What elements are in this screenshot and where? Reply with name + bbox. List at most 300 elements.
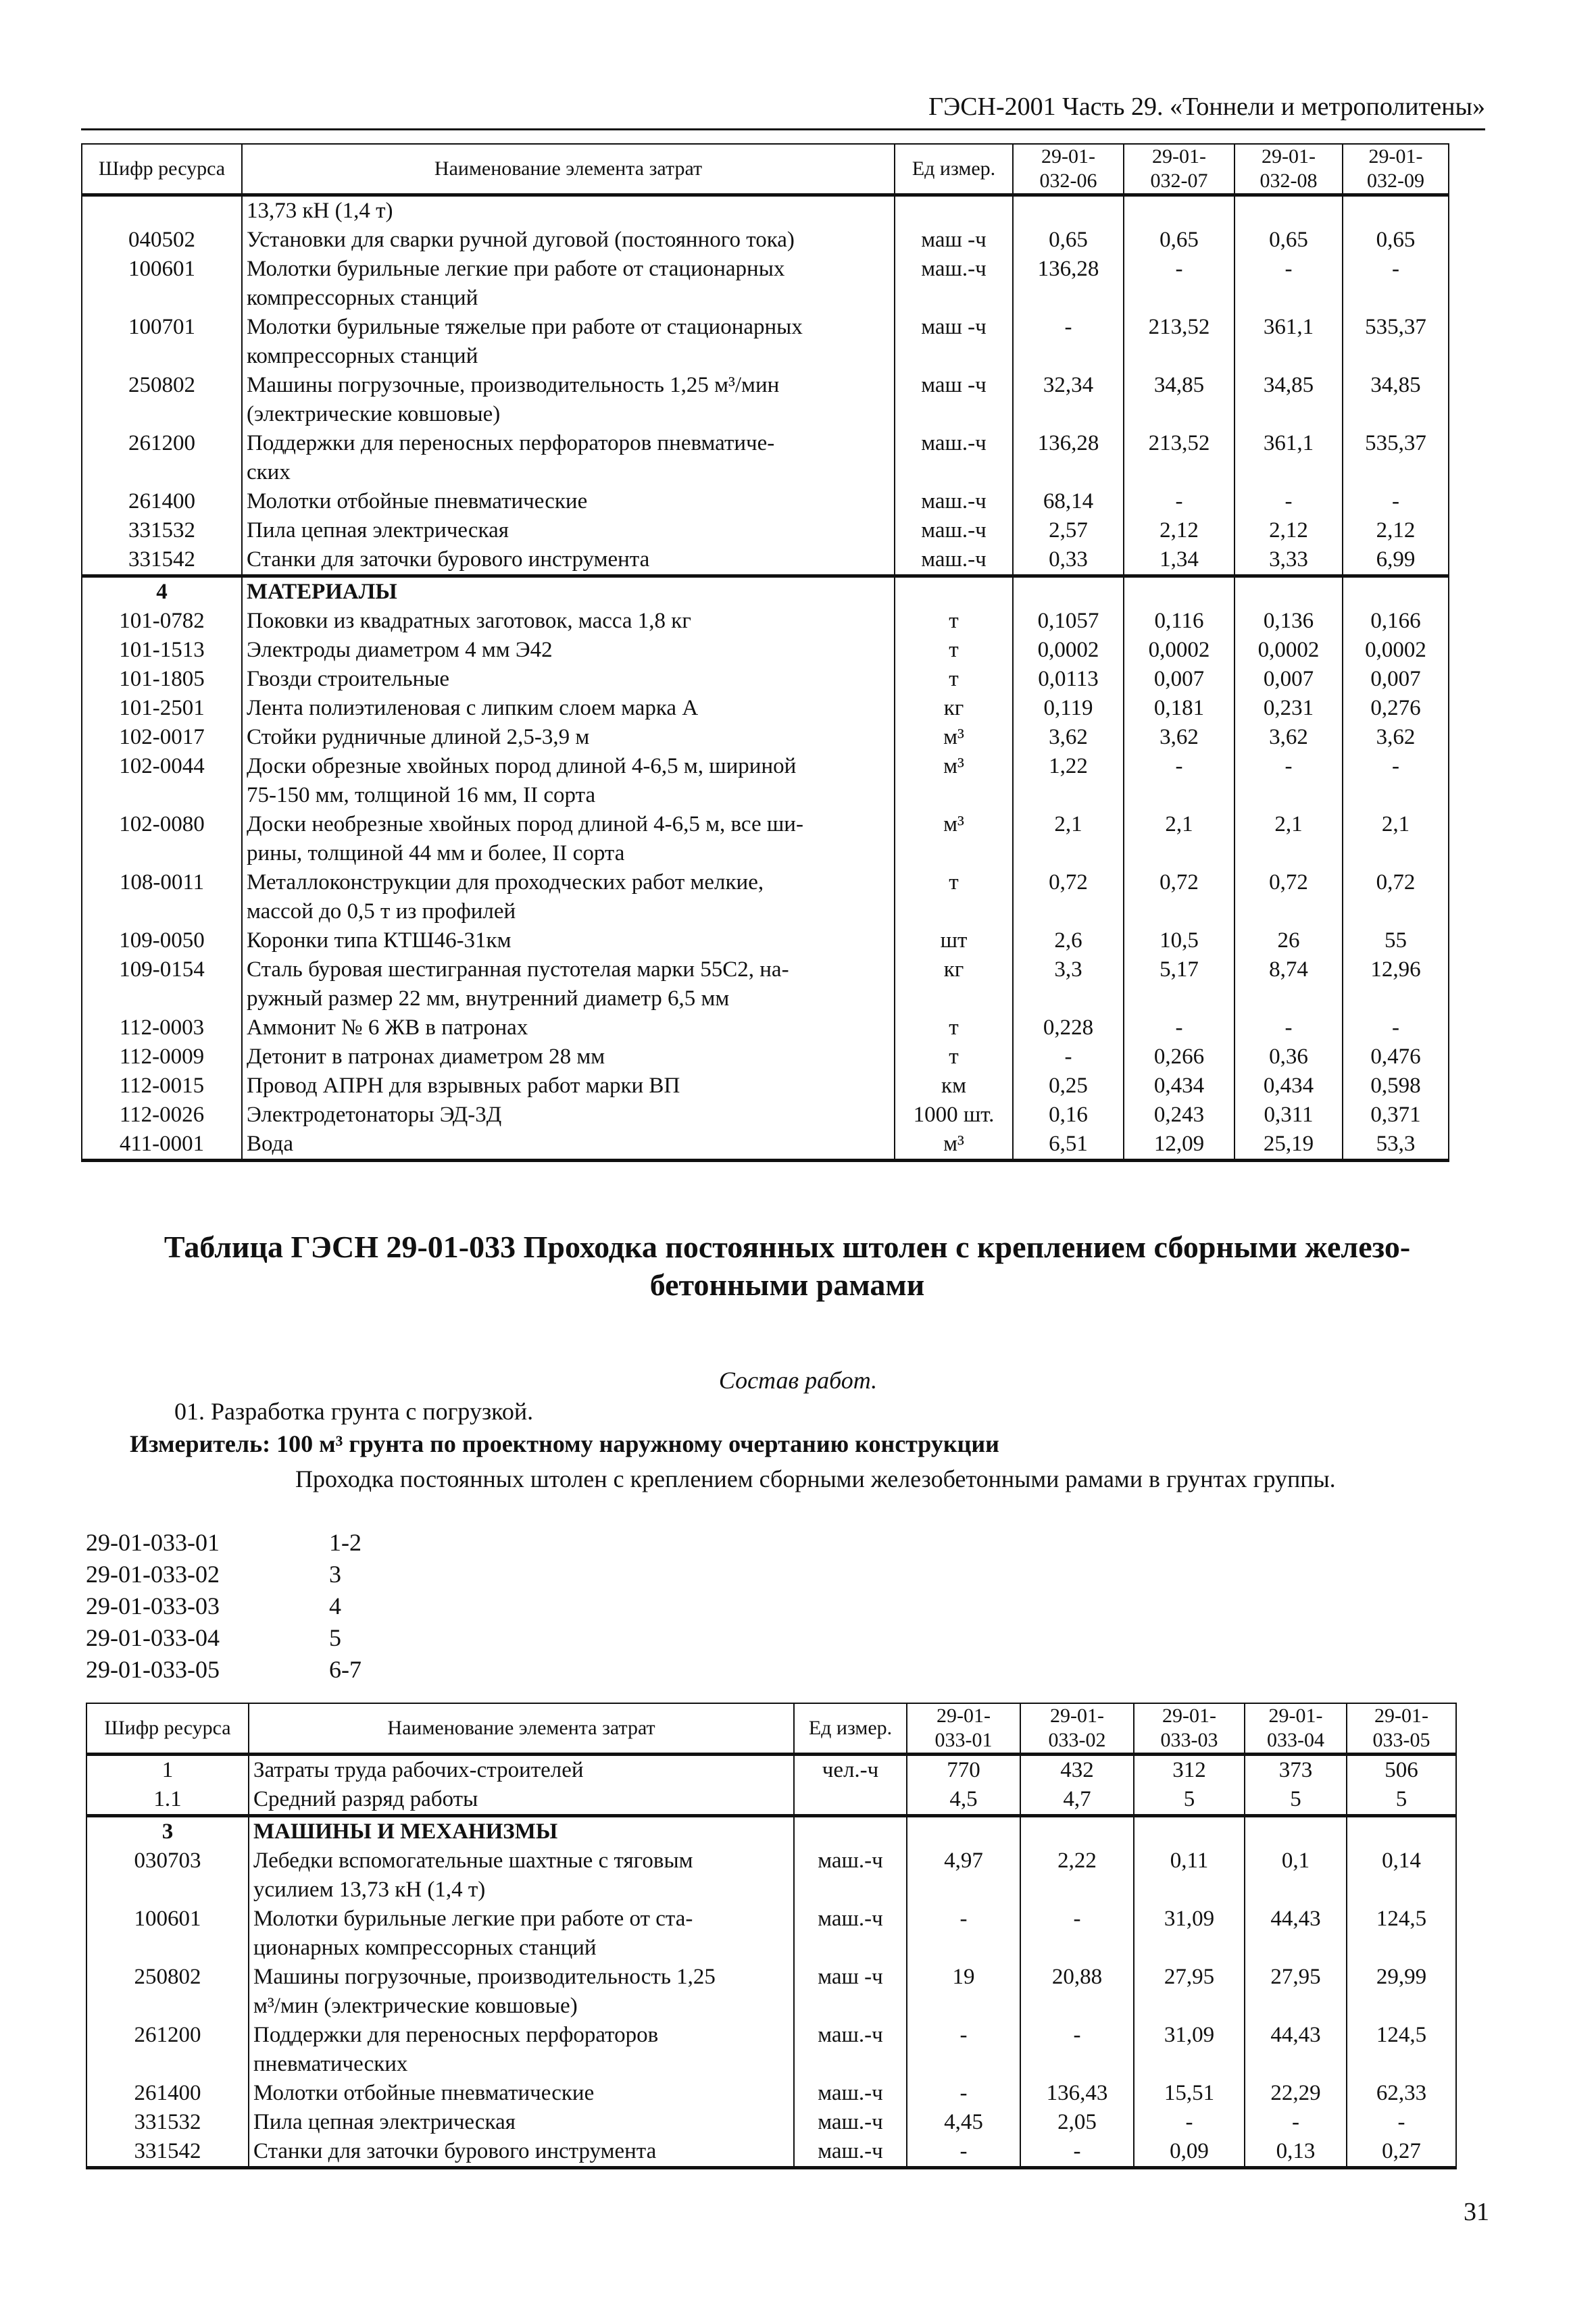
unit: маш.-ч — [895, 429, 1013, 487]
column-header: 29-01- 033-01 — [907, 1703, 1020, 1755]
resource-code: 1.1 — [86, 1785, 249, 1816]
norm-value: 5 — [1347, 1785, 1456, 1816]
norm-value: 10,5 — [1124, 926, 1235, 955]
norm-value: 3,33 — [1235, 545, 1343, 576]
norm-value: - — [907, 1905, 1020, 1963]
cost-element-name: МАШИНЫ И МЕХАНИЗМЫ — [249, 1816, 794, 1847]
norm-value — [1013, 195, 1124, 226]
norm-value: 2,57 — [1013, 516, 1124, 545]
resource-code: 261400 — [86, 2079, 249, 2108]
variant-code: 29-01-033-03 — [86, 1592, 220, 1619]
norm-value: 0,0002 — [1013, 636, 1124, 665]
unit: маш.-ч — [794, 2021, 907, 2079]
norm-value: 4,5 — [907, 1785, 1020, 1816]
resource-code: 101-1805 — [82, 665, 242, 694]
norm-value: 0,1057 — [1013, 607, 1124, 636]
resource-code: 102-0080 — [82, 810, 242, 868]
norm-value: 4,7 — [1020, 1785, 1134, 1816]
column-header: 29-01- 032-07 — [1124, 144, 1235, 195]
norm-value: 0,72 — [1235, 868, 1343, 926]
table-row — [86, 2079, 1456, 2108]
cost-element-name: Провод АПРН для взрывных работ марки ВП — [242, 1072, 895, 1101]
resource-code: 102-0017 — [82, 723, 242, 752]
norm-value — [1235, 576, 1343, 607]
norm-value: 0,27 — [1347, 2137, 1456, 2168]
table-row — [82, 1101, 1449, 1130]
norm-value: 20,88 — [1020, 1963, 1134, 2021]
cost-element-name: Молотки отбойные пневматические — [242, 487, 895, 516]
norm-value: 6,99 — [1343, 545, 1449, 576]
norm-value: 3,62 — [1124, 723, 1235, 752]
norm-value: 31,09 — [1134, 2021, 1245, 2079]
norm-value: 44,43 — [1245, 1905, 1347, 1963]
resource-code: 101-1513 — [82, 636, 242, 665]
norm-value: 136,28 — [1013, 255, 1124, 313]
norm-value: - — [1020, 2137, 1134, 2168]
resource-code: 3 — [86, 1816, 249, 1847]
norm-value: - — [1235, 1013, 1343, 1042]
variant-code: 29-01-033-05 — [86, 1656, 220, 1683]
unit: маш.-ч — [895, 545, 1013, 576]
cost-element-name: МАТЕРИАЛЫ — [242, 576, 895, 607]
resource-code: 101-2501 — [82, 694, 242, 723]
norm-value: - — [1343, 752, 1449, 810]
norm-value — [1124, 195, 1235, 226]
unit: чел.-ч — [794, 1755, 907, 1786]
resource-code: 331532 — [86, 2108, 249, 2137]
norm-value: 2,22 — [1020, 1846, 1134, 1905]
unit: 1000 шт. — [895, 1101, 1013, 1130]
norm-value: 68,14 — [1013, 487, 1124, 516]
norm-value: 62,33 — [1347, 2079, 1456, 2108]
norm-value: 0,0002 — [1235, 636, 1343, 665]
cost-element-name: Доски обрезные хвойных пород длиной 4-6,5 м, шириной 75-150 мм, толщиной 16 мм, II сорта — [242, 752, 895, 810]
norm-value: 5,17 — [1124, 955, 1235, 1013]
soil-group: 4 — [329, 1592, 341, 1619]
norm-value: 0,0002 — [1124, 636, 1235, 665]
unit: маш.-ч — [794, 2108, 907, 2137]
norm-value: 0,72 — [1124, 868, 1235, 926]
norm-value: 22,29 — [1245, 2079, 1347, 2108]
unit: маш.-ч — [794, 2079, 907, 2108]
resource-code: 250802 — [86, 1963, 249, 2021]
cost-element-name: Гвозди строительные — [242, 665, 895, 694]
norm-value: 2,12 — [1343, 516, 1449, 545]
norm-value: 31,09 — [1134, 1905, 1245, 1963]
column-header: 29-01- 033-02 — [1020, 1703, 1134, 1755]
table-row — [82, 545, 1449, 576]
norm-value: 0,231 — [1235, 694, 1343, 723]
unit: маш.-ч — [794, 1846, 907, 1905]
cost-element-name: Металлоконструкции для проходческих работ мелкие, массой до 0,5 т из профилей — [242, 868, 895, 926]
norm-value: 0,276 — [1343, 694, 1449, 723]
table-row — [82, 429, 1449, 487]
unit — [895, 195, 1013, 226]
variant-code: 29-01-033-02 — [86, 1561, 220, 1588]
cost-element-name: Молотки отбойные пневматические — [249, 2079, 794, 2108]
norm-value — [907, 1816, 1020, 1847]
table-row — [86, 2021, 1456, 2079]
resource-code: 112-0026 — [82, 1101, 242, 1130]
cost-element-name: Поковки из квадратных заготовок, масса 1,8 кг — [242, 607, 895, 636]
unit: маш -ч — [794, 1963, 907, 2021]
cost-element-name: Пила цепная электрическая — [242, 516, 895, 545]
norm-value: 0,116 — [1124, 607, 1235, 636]
norm-value: - — [1235, 752, 1343, 810]
resource-code: 331542 — [86, 2137, 249, 2168]
unit: маш -ч — [895, 226, 1013, 255]
norm-value: 53,3 — [1343, 1130, 1449, 1161]
resource-code: 1 — [86, 1755, 249, 1786]
unit: маш.-ч — [794, 2137, 907, 2168]
norm-value: 0,09 — [1134, 2137, 1245, 2168]
section-row — [86, 1816, 1456, 1847]
unit: т — [895, 1013, 1013, 1042]
norm-value: - — [1343, 1013, 1449, 1042]
unit: м³ — [895, 1130, 1013, 1161]
norm-value: 2,1 — [1343, 810, 1449, 868]
unit: маш.-ч — [794, 1905, 907, 1963]
norm-value: 213,52 — [1124, 429, 1235, 487]
norm-value: 0,181 — [1124, 694, 1235, 723]
column-header: Шифр ресурса — [82, 144, 242, 195]
resource-code: 4 — [82, 576, 242, 607]
resource-code: 331532 — [82, 516, 242, 545]
norm-value: - — [907, 2079, 1020, 2108]
norm-value: 535,37 — [1343, 313, 1449, 371]
unit: т — [895, 1042, 1013, 1072]
resource-code: 101-0782 — [82, 607, 242, 636]
norm-value: 0,1 — [1245, 1846, 1347, 1905]
soil-group: 1-2 — [329, 1529, 361, 1556]
unit: маш.-ч — [895, 255, 1013, 313]
cost-element-name: Установки для сварки ручной дуговой (постоянного тока) — [242, 226, 895, 255]
table-row — [82, 516, 1449, 545]
soil-group: 5 — [329, 1624, 341, 1651]
norm-value: 1,22 — [1013, 752, 1124, 810]
table-row — [82, 665, 1449, 694]
cost-element-name: Молотки бурильные тяжелые при работе от стационарных компрессорных станций — [242, 313, 895, 371]
norm-value: 535,37 — [1343, 429, 1449, 487]
norm-value: - — [1235, 487, 1343, 516]
resource-table-032 — [81, 143, 1449, 1162]
norm-value: 373 — [1245, 1755, 1347, 1786]
norm-value: 0,16 — [1013, 1101, 1124, 1130]
cost-element-name: Сталь буровая шестигранная пустотелая марки 55С2, на- ружный размер 22 мм, внутренний диаметр 6,5 мм — [242, 955, 895, 1013]
norm-value: 3,62 — [1343, 723, 1449, 752]
norm-value: 44,43 — [1245, 2021, 1347, 2079]
norm-value: 4,45 — [907, 2108, 1020, 2137]
table-row — [86, 1905, 1456, 1963]
norm-value: 15,51 — [1134, 2079, 1245, 2108]
norm-value: 29,99 — [1347, 1963, 1456, 2021]
norm-value: 124,5 — [1347, 2021, 1456, 2079]
column-header: Ед измер. — [895, 144, 1013, 195]
norm-value: 34,85 — [1235, 371, 1343, 429]
table-row — [86, 2137, 1456, 2168]
norm-value: 8,74 — [1235, 955, 1343, 1013]
norm-value: 5 — [1245, 1785, 1347, 1816]
table-row — [82, 255, 1449, 313]
table-row — [86, 1963, 1456, 2021]
table-row — [86, 1846, 1456, 1905]
column-header: Ед измер. — [794, 1703, 907, 1755]
cost-element-name: Электроды диаметром 4 мм Э42 — [242, 636, 895, 665]
cost-element-name: Пила цепная электрическая — [249, 2108, 794, 2137]
norm-value: - — [1020, 2021, 1134, 2079]
unit: кг — [895, 694, 1013, 723]
norm-value: 32,34 — [1013, 371, 1124, 429]
norm-value: 34,85 — [1343, 371, 1449, 429]
norm-value: 0,36 — [1235, 1042, 1343, 1072]
column-header: Шифр ресурса — [86, 1703, 249, 1755]
table-title: Таблица ГЭСН 29-01-033 Проходка постоянных штолен с креплением сборными железо- бетонными рамами — [164, 1230, 1411, 1302]
norm-value: 12,96 — [1343, 955, 1449, 1013]
page-number: 31 — [1464, 2198, 1489, 2226]
norm-value — [1020, 1816, 1134, 1847]
norm-value: 55 — [1343, 926, 1449, 955]
resource-code: 040502 — [82, 226, 242, 255]
norm-value: - — [1343, 255, 1449, 313]
norm-value: - — [1020, 1905, 1134, 1963]
section-description: Проходка постоянных штолен с креплением сборными железобетонными рамами в грунтах группы. — [295, 1465, 1336, 1492]
norm-value: - — [1124, 255, 1235, 313]
resource-code: 102-0044 — [82, 752, 242, 810]
norm-value: 3,3 — [1013, 955, 1124, 1013]
norm-value: 0,007 — [1343, 665, 1449, 694]
norm-value: 0,65 — [1235, 226, 1343, 255]
unit: маш -ч — [895, 371, 1013, 429]
unit — [895, 576, 1013, 607]
measure-unit: Измеритель: 100 м³ грунта по проектному наружному очертанию конструкции — [130, 1430, 999, 1457]
norm-value: 2,05 — [1020, 2108, 1134, 2137]
column-header: 29-01- 032-08 — [1235, 144, 1343, 195]
norm-value: - — [907, 2021, 1020, 2079]
norm-value: 0,25 — [1013, 1072, 1124, 1101]
norm-value: 124,5 — [1347, 1905, 1456, 1963]
unit: кг — [895, 955, 1013, 1013]
cost-element-name: Машины погрузочные, производительность 1,25 м³/мин (электрические ковшовые) — [242, 371, 895, 429]
table-row — [82, 1042, 1449, 1072]
resource-code: 261400 — [82, 487, 242, 516]
table-row — [86, 1785, 1456, 1816]
norm-value: 2,1 — [1235, 810, 1343, 868]
resource-code: 030703 — [86, 1846, 249, 1905]
resource-code: 250802 — [82, 371, 242, 429]
table-row — [82, 1072, 1449, 1101]
norm-value: - — [907, 2137, 1020, 2168]
cost-element-name: Затраты труда рабочих-строителей — [249, 1755, 794, 1786]
column-header: 29-01- 032-09 — [1343, 144, 1449, 195]
norm-value — [1134, 1816, 1245, 1847]
cost-element-name: Поддержки для переносных перфораторов пневматиче- ских — [242, 429, 895, 487]
norm-value: - — [1013, 313, 1124, 371]
norm-value: 0,007 — [1235, 665, 1343, 694]
norm-value: 361,1 — [1235, 429, 1343, 487]
norm-value: 25,19 — [1235, 1130, 1343, 1161]
norm-value: 2,1 — [1013, 810, 1124, 868]
norm-value — [1245, 1816, 1347, 1847]
section-row — [82, 576, 1449, 607]
table-row — [82, 371, 1449, 429]
norm-value: 27,95 — [1134, 1963, 1245, 2021]
norm-value: 0,007 — [1124, 665, 1235, 694]
norm-value: 770 — [907, 1755, 1020, 1786]
resource-code: 331542 — [82, 545, 242, 576]
norm-value: 12,09 — [1124, 1130, 1235, 1161]
norm-value: 0,11 — [1134, 1846, 1245, 1905]
norm-value: 3,62 — [1235, 723, 1343, 752]
norm-value: 0,243 — [1124, 1101, 1235, 1130]
norm-value: - — [1245, 2108, 1347, 2137]
table-row — [82, 752, 1449, 810]
cost-element-name: Детонит в патронах диаметром 28 мм — [242, 1042, 895, 1072]
unit: т — [895, 665, 1013, 694]
norm-value: 0,266 — [1124, 1042, 1235, 1072]
norm-value: 0,434 — [1235, 1072, 1343, 1101]
unit: т — [895, 607, 1013, 636]
column-header: Наименование элемента затрат — [242, 144, 895, 195]
table-row — [82, 313, 1449, 371]
table-row — [82, 1013, 1449, 1042]
column-header: 29-01- 033-04 — [1245, 1703, 1347, 1755]
variant-code: 29-01-033-04 — [86, 1624, 220, 1651]
cost-element-name: Вода — [242, 1130, 895, 1161]
norm-value — [1347, 1816, 1456, 1847]
table-header-row — [82, 144, 1449, 195]
norm-value: 432 — [1020, 1755, 1134, 1786]
norm-value: - — [1235, 255, 1343, 313]
norm-value: 312 — [1134, 1755, 1245, 1786]
cost-element-name: Аммонит № 6 ЖВ в патронах — [242, 1013, 895, 1042]
norm-value: 26 — [1235, 926, 1343, 955]
norm-value: 2,1 — [1124, 810, 1235, 868]
cost-element-name: Средний разряд работы — [249, 1785, 794, 1816]
cost-element-name: Коронки типа КТШ46-31км — [242, 926, 895, 955]
cost-element-name: Лента полиэтиленовая с липким слоем марка А — [242, 694, 895, 723]
norm-value: 136,28 — [1013, 429, 1124, 487]
norm-value — [1124, 576, 1235, 607]
column-header: 29-01- 032-06 — [1013, 144, 1124, 195]
norm-value: 136,43 — [1020, 2079, 1134, 2108]
norm-value: 19 — [907, 1963, 1020, 2021]
table-row — [82, 636, 1449, 665]
norm-value: 0,228 — [1013, 1013, 1124, 1042]
table-row — [82, 926, 1449, 955]
unit: шт — [895, 926, 1013, 955]
norm-value: 0,476 — [1343, 1042, 1449, 1072]
norm-value — [1343, 195, 1449, 226]
norm-value: - — [1124, 487, 1235, 516]
unit — [794, 1816, 907, 1847]
norm-value: 0,65 — [1124, 226, 1235, 255]
composition-label: Состав работ. — [718, 1367, 878, 1394]
resource-code: 108-0011 — [82, 868, 242, 926]
norm-value: - — [1124, 1013, 1235, 1042]
cost-element-name: Станки для заточки бурового инструмента — [242, 545, 895, 576]
resource-code: 261200 — [82, 429, 242, 487]
table-row — [82, 1130, 1449, 1161]
resource-code: 109-0050 — [82, 926, 242, 955]
unit: м³ — [895, 752, 1013, 810]
running-header: ГЭСН-2001 Часть 29. «Тоннели и метрополитены» — [928, 93, 1485, 121]
table-row — [86, 2108, 1456, 2137]
norm-value: 0,72 — [1013, 868, 1124, 926]
variant-row — [86, 1560, 341, 1588]
variant-row — [86, 1655, 361, 1684]
work-item: 01. Разработка грунта с погрузкой. — [174, 1398, 534, 1425]
norm-value: 0,14 — [1347, 1846, 1456, 1905]
column-header: 29-01- 033-05 — [1347, 1703, 1456, 1755]
table-row — [82, 810, 1449, 868]
resource-code: 100701 — [82, 313, 242, 371]
norm-value: 6,51 — [1013, 1130, 1124, 1161]
unit: маш.-ч — [895, 516, 1013, 545]
table-row — [82, 955, 1449, 1013]
norm-value: 361,1 — [1235, 313, 1343, 371]
norm-value: - — [1343, 487, 1449, 516]
soil-group: 6-7 — [329, 1656, 361, 1683]
unit: маш -ч — [895, 313, 1013, 371]
norm-value: 0,136 — [1235, 607, 1343, 636]
cost-element-name: Молотки бурильные легкие при работе от ста- ционарных компрессорных станций — [249, 1905, 794, 1963]
unit: т — [895, 636, 1013, 665]
norm-value: 0,598 — [1343, 1072, 1449, 1101]
cost-element-name: Лебедки вспомогательные шахтные с тяговым усилием 13,73 кН (1,4 т) — [249, 1846, 794, 1905]
norm-value: 2,6 — [1013, 926, 1124, 955]
norm-value: 0,371 — [1343, 1101, 1449, 1130]
norm-value: 0,434 — [1124, 1072, 1235, 1101]
unit: км — [895, 1072, 1013, 1101]
table-row — [82, 607, 1449, 636]
resource-code: 109-0154 — [82, 955, 242, 1013]
unit: т — [895, 868, 1013, 926]
resource-code: 261200 — [86, 2021, 249, 2079]
resource-code: 411-0001 — [82, 1130, 242, 1161]
table-row — [82, 487, 1449, 516]
unit: маш.-ч — [895, 487, 1013, 516]
norm-value: 0,166 — [1343, 607, 1449, 636]
variant-row — [86, 1528, 361, 1557]
resource-code — [82, 195, 242, 226]
norm-value: 506 — [1347, 1755, 1456, 1786]
cost-element-name: Машины погрузочные, производительность 1,25 м³/мин (электрические ковшовые) — [249, 1963, 794, 2021]
unit: м³ — [895, 810, 1013, 868]
unit: м³ — [895, 723, 1013, 752]
norm-value: 0,72 — [1343, 868, 1449, 926]
resource-code: 112-0015 — [82, 1072, 242, 1101]
variant-row — [86, 1592, 341, 1620]
cost-element-name: Станки для заточки бурового инструмента — [249, 2137, 794, 2168]
table-header-row — [86, 1703, 1456, 1755]
norm-value: 5 — [1134, 1785, 1245, 1816]
column-header: 29-01- 033-03 — [1134, 1703, 1245, 1755]
table-row — [82, 195, 1449, 226]
variant-row — [86, 1624, 341, 1652]
resource-code: 100601 — [86, 1905, 249, 1963]
norm-value: - — [1124, 752, 1235, 810]
table-row — [82, 868, 1449, 926]
norm-value: - — [1013, 1042, 1124, 1072]
norm-value — [1235, 195, 1343, 226]
norm-value: 2,12 — [1235, 516, 1343, 545]
table-row — [86, 1755, 1456, 1786]
norm-value: 0,33 — [1013, 545, 1124, 576]
norm-value: 0,13 — [1245, 2137, 1347, 2168]
header-divider — [81, 128, 1485, 130]
norm-value — [1343, 576, 1449, 607]
resource-code: 112-0003 — [82, 1013, 242, 1042]
